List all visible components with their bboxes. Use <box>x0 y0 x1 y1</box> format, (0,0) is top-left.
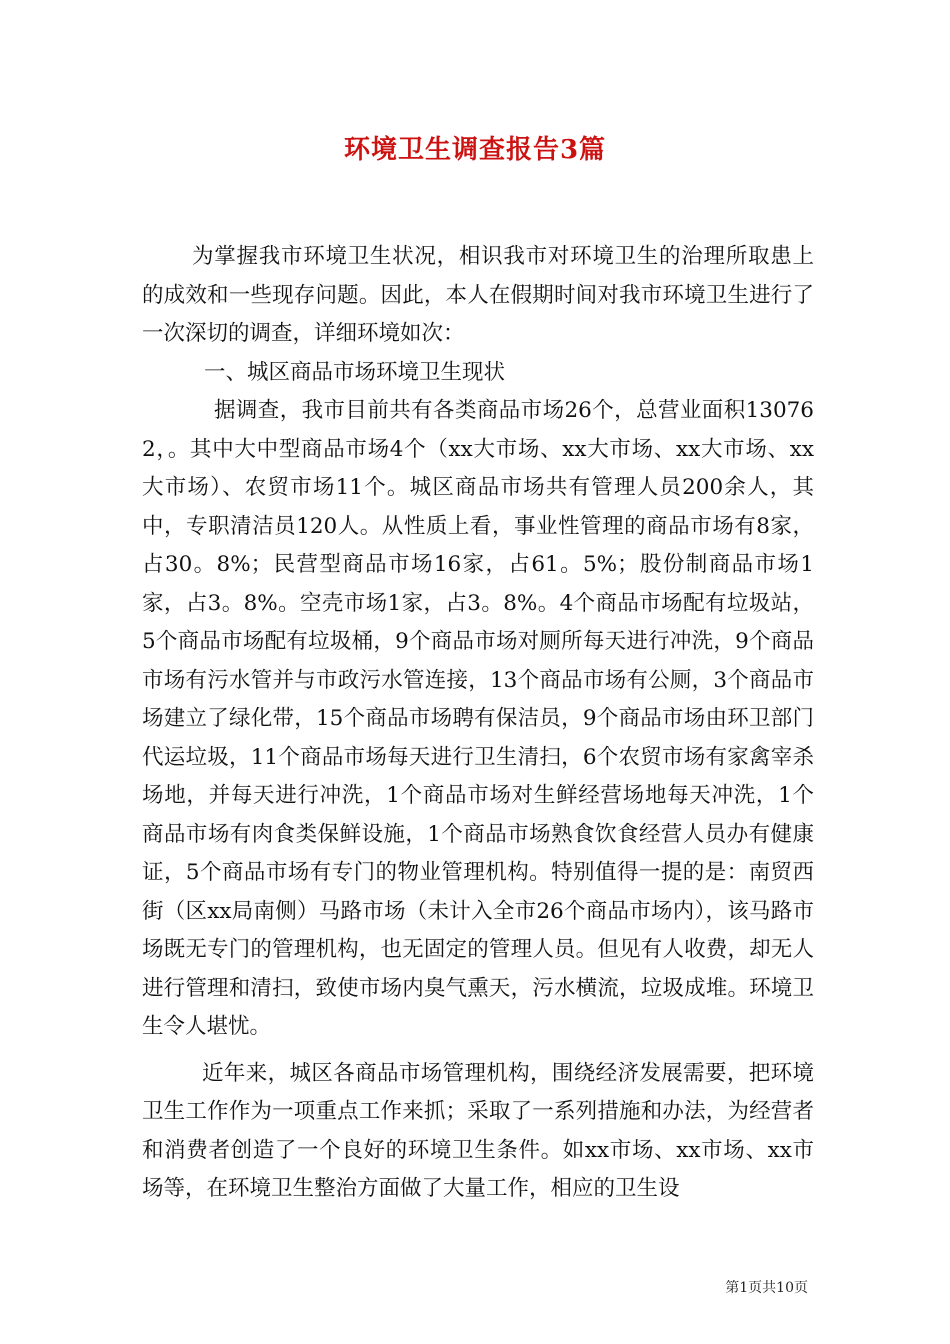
page-number: 第1页共10页 <box>725 1280 808 1296</box>
paragraph-intro: 为掌握我市环境卫生状况，相识我市对环境卫生的治理所取患上的成效和一些现存问题。因此，本人在假期时间对我市环境卫生进行了一次深切的调查，详细环境如次： <box>142 244 814 346</box>
section-heading: 一、城区商品市场环境卫生现状 <box>204 359 506 385</box>
paragraph-recent: 近年来，城区各商品市场管理机构，围绕经济发展需要，把环境卫生工作作为一项重点工作来抓；采取了一系列措施和办法，为经营者和消费者创造了一个良好的环境卫生条件。如xx市场、xx市场、xx市场等，在环境卫生整治方面做了大量工作，相应的卫生设 <box>142 1060 814 1201</box>
paragraph-survey: 据调查，我市目前共有各类商品市场26个，总营业面积130762，。其中大中型商品市场4个（xx大市场、xx大市场、xx大市场、xx大市场）、农贸市场11个。城区商品市场共有管理人员200余人，其中，专职清洁员120人。从性质上看，事业性管理的商品市场有8家，占30。8%；民营型商品市场16家，占61。5%；股份制商品市场1家，占3。8%。空壳市场1家，占3。8%。4个商品市场配有垃圾站，5个商品市场配有垃圾桶，9个商品市场对厕所每天进行冲洗，9个商品市场有污水管并与市政污水管连接，13个商品市场有公厕，3个商品市场建立了绿化带，15个商品市场聘有保洁员，9个商品市场由环卫部门代运垃圾，11个商品市场每天进行卫生清扫，6个农贸市场有家禽宰杀场地，并每天进行冲洗，1个商品市场对生鲜经营场地每天冲洗，1个商品市场有肉食类保鲜设施，1个商品市场熟食饮食经营人员办有健康证，5个商品市场有专门的物业管理机构。特别值得一提的是：南贸西街（区xx局南侧）马路市场（未计入全市26个商品市场内），该马路市场既无专门的管理机构，也无固定的管理人员。但见有人收费，却无人进行管理和清扫，致使市场内臭气熏天，污水横流，垃圾成堆。环境卫生令人堪忧。 <box>142 398 815 1039</box>
document-body <box>142 238 814 1209</box>
document-title: 环境卫生调查报告3篇 <box>343 135 607 165</box>
